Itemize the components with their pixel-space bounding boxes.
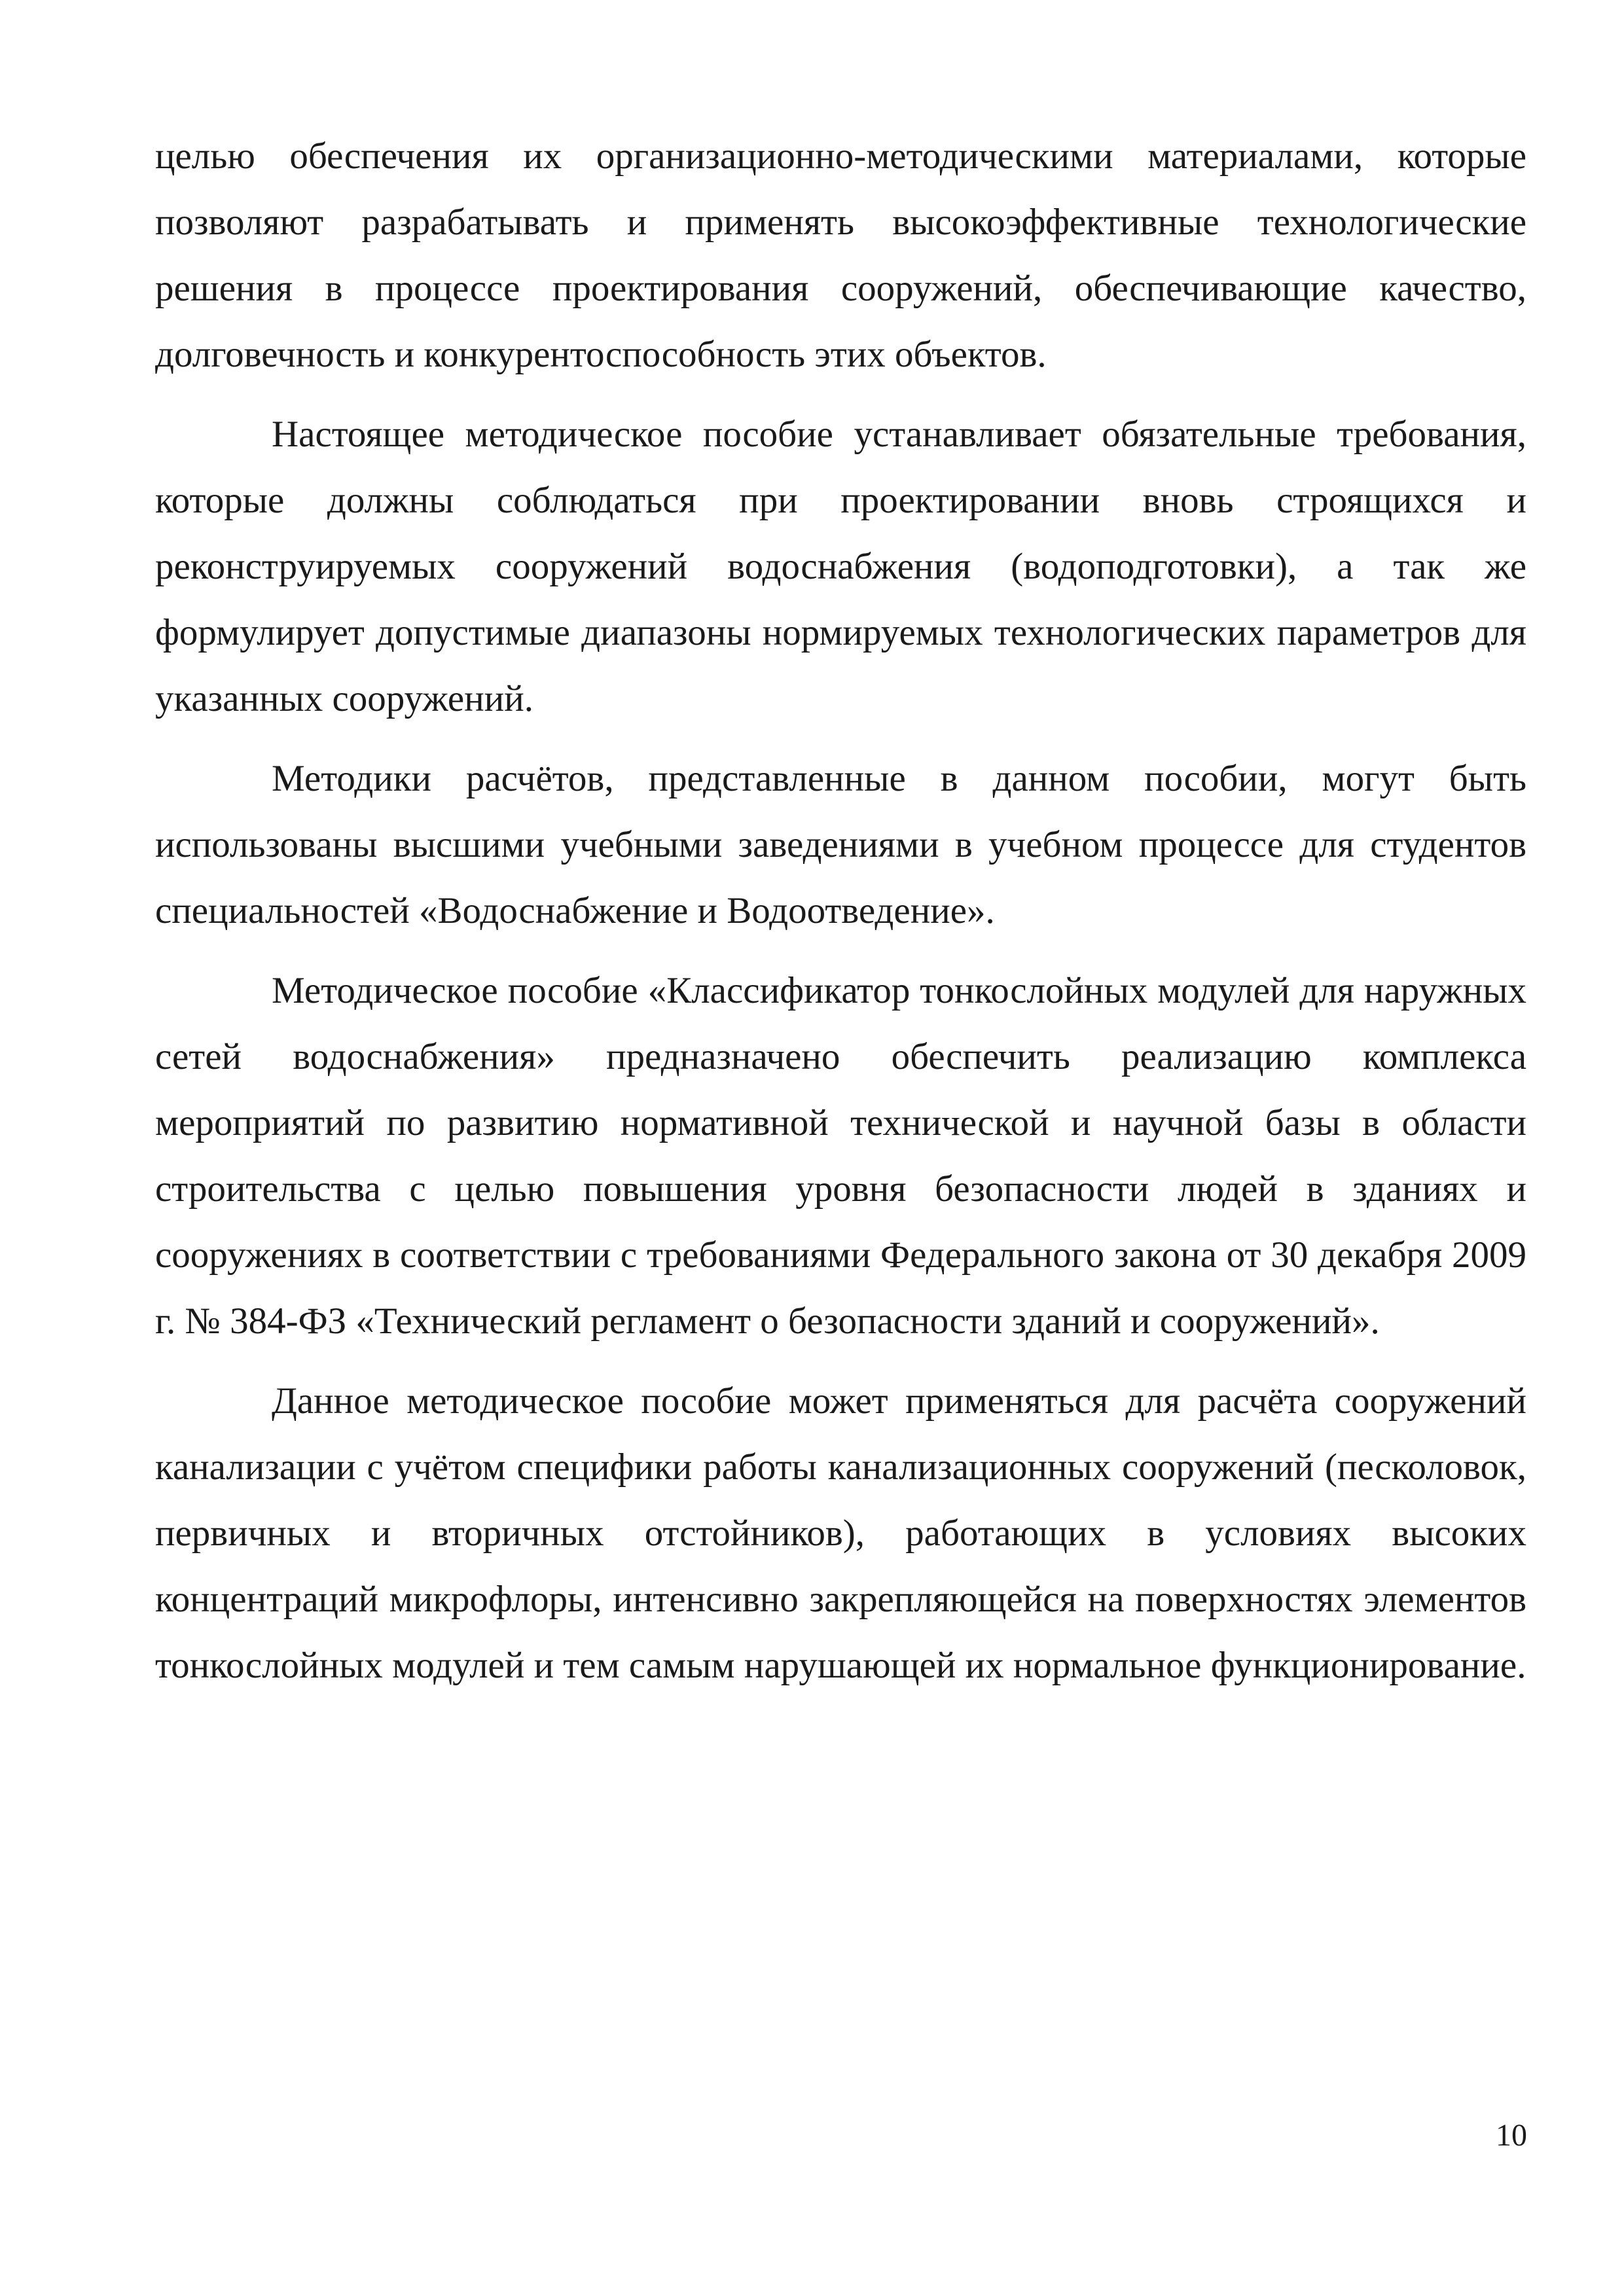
page-number: 10 [1496,2118,1527,2153]
paragraph-methods: Методики расчётов, представленные в данном пособии, могут быть использованы высшими учебными заведениями в учебном процессе для студентов специальностей «Водоснабжение и Водоотведение». [155,758,1526,931]
paragraph-requirements: Настоящее методическое пособие устанавливает обязательные требования, которые должны соблюдаться при проектировании вновь строящихся и реконструируемых сооружений водоснабжения (водоподготовки), а так же формулирует допустимые диапазоны нормируемых технологических параметров для указанных сооружений. [155,414,1526,719]
paragraph-purpose: Методическое пособие «Классификатор тонкослойных модулей для наружных сетей водоснабжения» предназначено обеспечить реализацию комплекса мероприятий по развитию нормативной технической и научной базы в области строительства с целью повышения уровня безопасности людей в зданиях и сооружениях в соответствии с требованиями Федерального закона от 30 декабря 2009 г. № 384-ФЗ «Технический регламент о безопасности зданий и сооружений». [155,970,1526,1342]
paragraph-sewerage: Данное методическое пособие может применяться для расчёта сооружений канализации с учётом специфики работы канализационных сооружений (песколовок, первичных и вторичных отстойников), работающих в условиях высоких концентраций микрофлоры, интенсивно закрепляющейся на поверхностях элементов тонкослойных модулей и тем самым нарушающей их нормальное функционирование. [155,1380,1526,1686]
paragraph-continuation: целью обеспечения их организационно-методическими материалами, которые позволяют разрабатывать и применять высокоэффективные технологические решения в процессе проектирования сооружений, обеспечивающие качество, долговечность и конкурентоспособность этих объектов. [155,135,1526,375]
body-text [155,123,1526,1698]
